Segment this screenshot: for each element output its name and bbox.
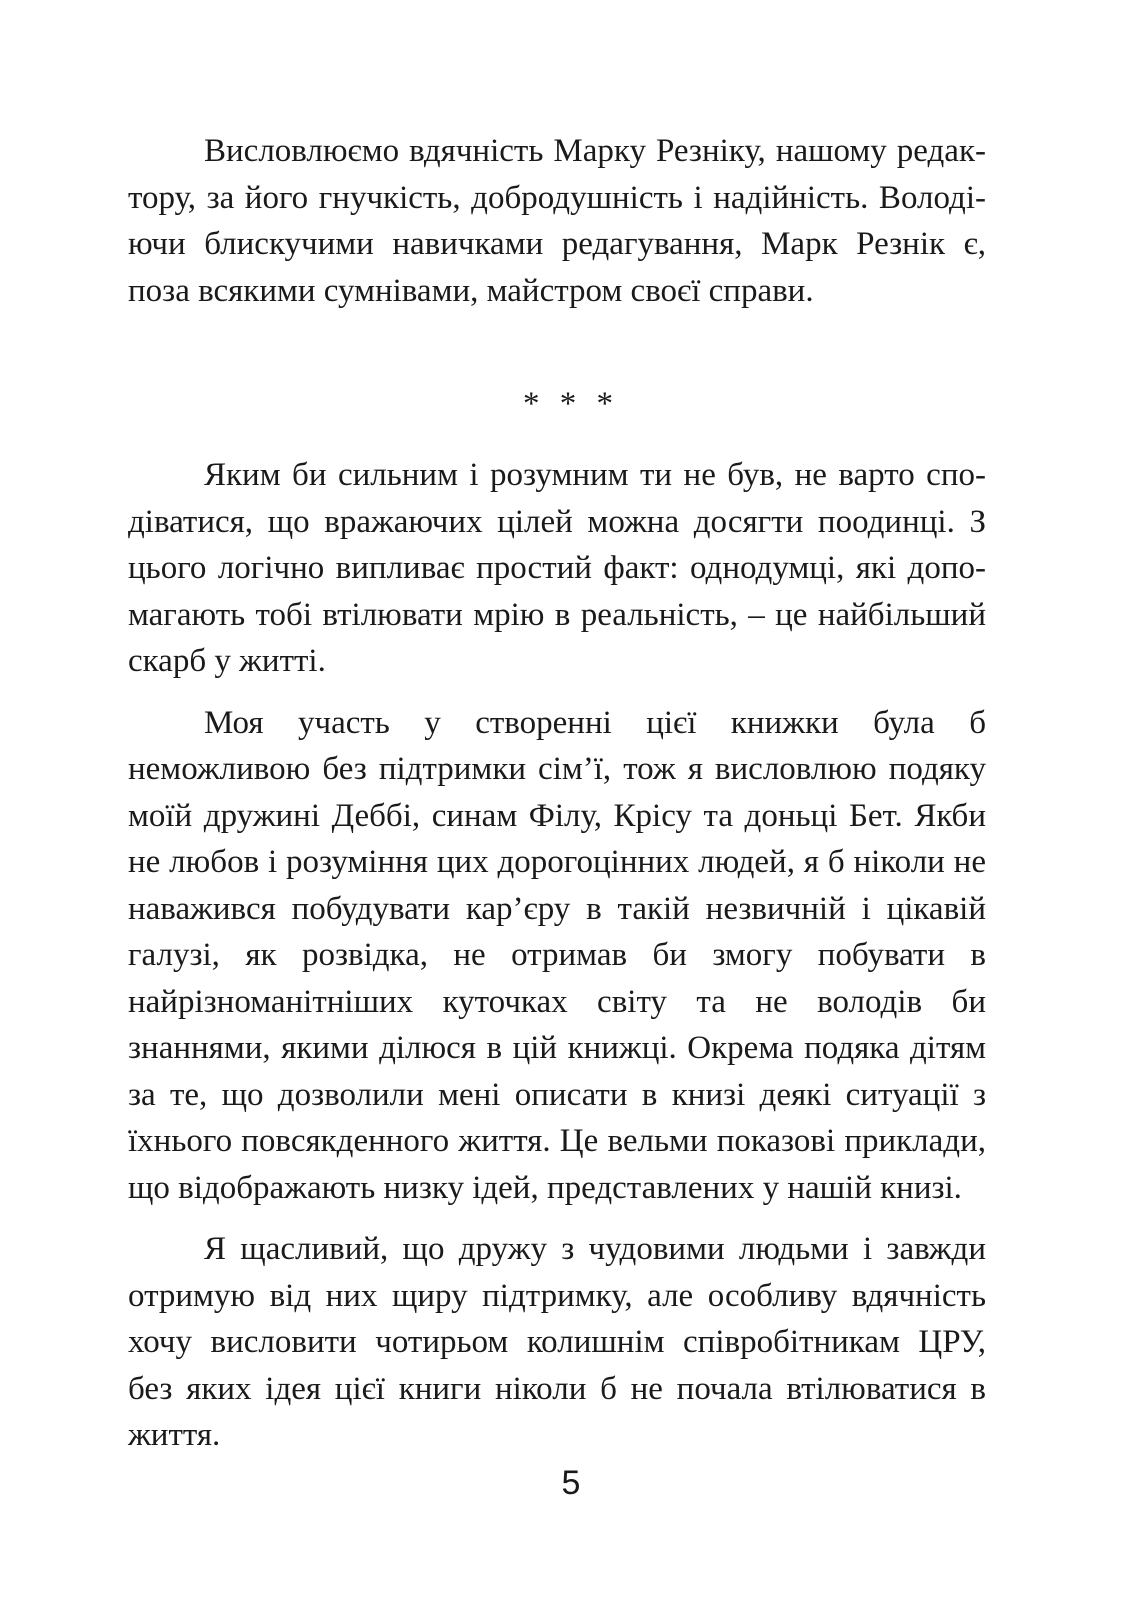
paragraph-family-thanks: Моя участь у створенні цієї книжки була б неможливою без підтримки сім’ї, тож я висловлюю подяку моїй дружині Деббі, синам Філу, Крісу та доньці Бет. Якби не любов і розуміння цих дорогоцінних людей, я б ніколи не наважився побудувати кар’єру в такій незвичній і цікавій галузі, як розвідка, не отримав би змогу побувати в найрізноманітніших куточках світу та не володів би знаннями, якими ділюся в цій книжці. Окрема подяка дітям за те, що дозволили мені описати в книзі деякі ситуації з їхнього повсякденного життя. Це вельми показові приклади, що відображають низку ідей, представлених у нашій книзі.	[128, 704, 986, 1206]
acknowledgement-section-2	[128, 452, 986, 1459]
acknowledgement-section-1	[128, 128, 986, 314]
page-number: 5	[561, 1464, 581, 1502]
paragraph-editor-thanks: Висловлюємо вдячність Марку Резніку, нашому редактору, за його гнучкість, добродушність і надійність. Володіючи блискучими навичками редагування, Марк Резнік є, поза всякими сумнівами, майстром своєї справи.	[128, 133, 986, 309]
paragraph-cia-colleagues: Я щасливий, що дружу з чудовими людьми і завжди отримую від них щиру підтримку, але особливу вдячність хочу висловити чотирьом колишнім співробітникам ЦРУ, без яких ідея цієї книги ніколи б не почала втілюватися в життя.	[128, 1231, 986, 1453]
section-separator: * * *	[523, 386, 619, 422]
paragraph-like-minded: Яким би сильним і розумним ти не був, не варто сподіватися, що вражаючих цілей можна досягти поодинці. З цього логічно випливає простий факт: однодумці, які допомагають тобі втілювати мрію в реальність, – це найбільший скарб у житті.	[128, 457, 986, 679]
